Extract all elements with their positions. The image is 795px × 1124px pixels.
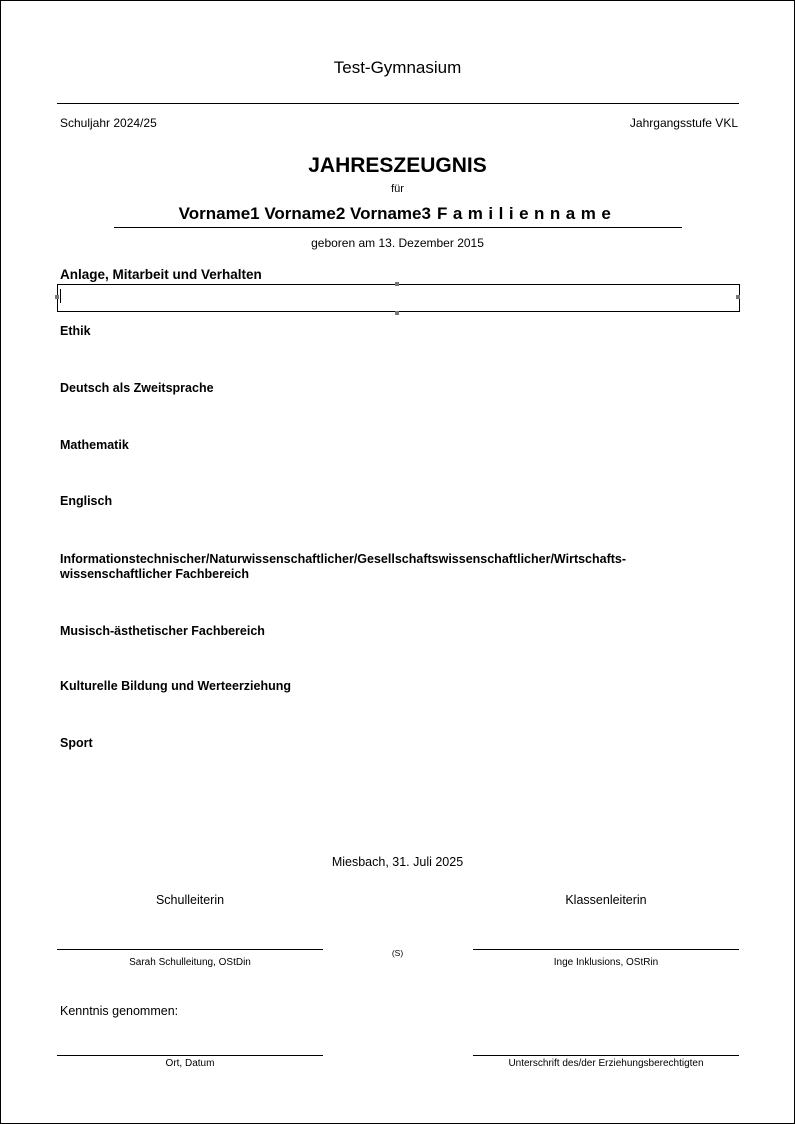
- guardian-signature-line: [473, 1055, 739, 1056]
- header-divider: [57, 103, 739, 104]
- acknowledged-label: Kenntnis genommen:: [60, 1004, 179, 1018]
- grade-level: Jahrgangsstufe VKL: [629, 116, 738, 130]
- resize-handle-top[interactable]: [395, 282, 399, 286]
- principal-role: Schulleiterin: [155, 893, 225, 907]
- place-date: Miesbach, 31. Juli 2025: [331, 855, 464, 869]
- subject-sport: Sport: [60, 736, 93, 750]
- seal-mark: (S): [391, 948, 404, 958]
- school-name: Test-Gymnasium: [333, 58, 462, 77]
- resize-handle-left[interactable]: [55, 295, 59, 299]
- place-date-line: [57, 1055, 323, 1056]
- school-year: Schuljahr 2024/25: [60, 116, 157, 130]
- teacher-role: Klassenleiterin: [565, 893, 647, 907]
- resize-handle-bottom[interactable]: [395, 311, 399, 315]
- behavior-textbox[interactable]: [57, 284, 740, 312]
- teacher-name: Inge Inklusions, OStRin: [553, 957, 659, 968]
- for-label: für: [391, 183, 404, 195]
- subject-ethik: Ethik: [60, 324, 91, 338]
- subject-englisch: Englisch: [60, 494, 113, 508]
- student-name: [1, 204, 794, 224]
- place-date-label: Ort, Datum: [165, 1058, 215, 1069]
- student-last-name: Familienname: [436, 204, 617, 223]
- subject-daz: Deutsch als Zweitsprache: [60, 381, 214, 395]
- subject-musisch: Musisch-ästhetischer Fachbereich: [60, 624, 265, 638]
- guardian-signature-label: Unterschrift des/der Erziehungsberechtigten: [508, 1058, 704, 1069]
- student-first-names: Vorname1 Vorname2 Vorname3: [178, 204, 431, 223]
- subject-fachbereich: Informationstechnischer/Naturwissenschaftlicher/Gesellschaftswissenschaftlicher/Wirtschafts-wissenschaftlicher Fachbereich: [60, 552, 627, 581]
- birth-date: geboren am 13. Dezember 2015: [311, 236, 484, 250]
- principal-name: Sarah Schulleitung, OStDin: [129, 957, 251, 968]
- behavior-heading: Anlage, Mitarbeit und Verhalten: [60, 267, 262, 282]
- name-underline: [114, 227, 682, 228]
- resize-handle-right[interactable]: [736, 295, 740, 299]
- subject-kulturelle-bildung: Kulturelle Bildung und Werteerziehung: [60, 679, 292, 693]
- subject-mathematik: Mathematik: [60, 438, 129, 452]
- text-caret: [60, 289, 61, 303]
- report-title: JAHRESZEUGNIS: [308, 154, 487, 177]
